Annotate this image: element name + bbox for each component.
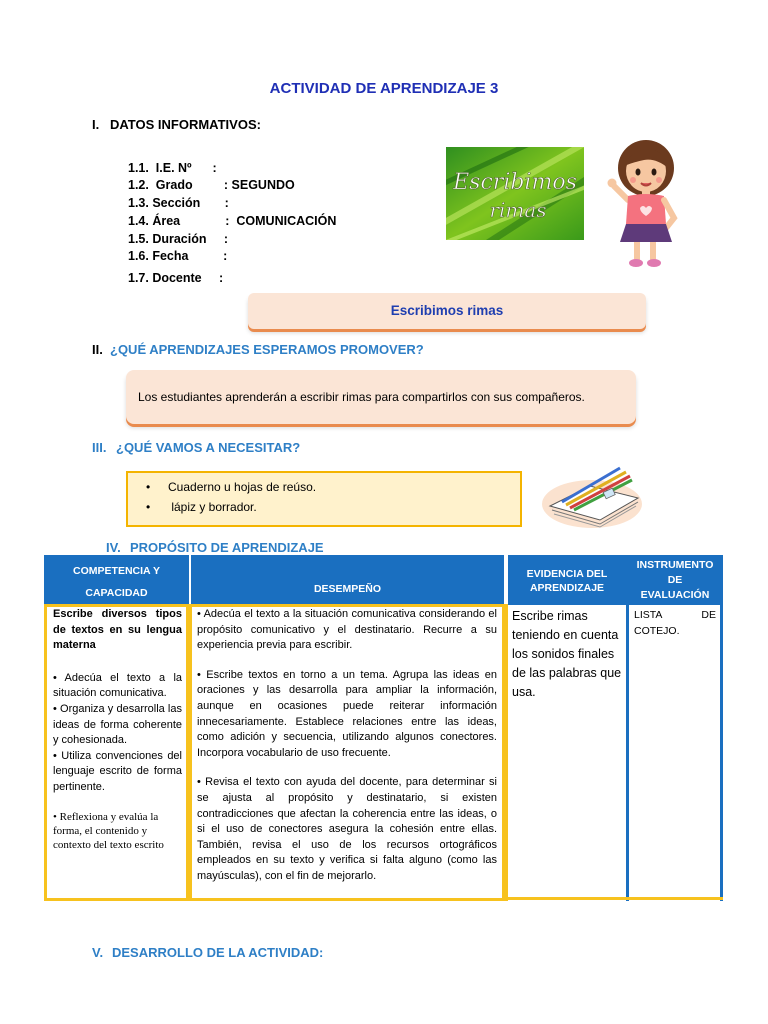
- list-item: • Revisa el texto con ayuda del docente, para determinar si se ajusta al propósito y destinatario, si existen contradicciones que afectan la coherencia entre las ideas, o si el uso de conectores asegura la cohesión entre ellas. También, revisa el uso de los recursos ortográficos empleados en su texto y verifica si falta alguno (como las mayúsculas), con el fin de mejorarlo.: [197, 776, 497, 882]
- divider: [505, 897, 723, 900]
- materials-box: [126, 471, 522, 527]
- list-item: • Utiliza convenciones del lenguaje escrito de forma pertinente.: [53, 749, 182, 793]
- competencia-content: [53, 607, 182, 852]
- list-item: • Reflexiona y evalúa la forma, el contenido y contexto del texto escrito: [53, 810, 164, 851]
- section-2-heading: II. ¿QUÉ APRENDIZAJES ESPERAMOS PROMOVER?: [92, 342, 424, 357]
- header-evidencia: EVIDENCIA DEL APRENDIZAJE: [508, 555, 626, 605]
- activity-name-box: Escribimos rimas: [248, 293, 646, 329]
- info-row-docente: 1.7. Docente :: [128, 271, 224, 285]
- list-item: • Cuaderno u hojas de reúso.: [146, 477, 520, 497]
- banner-text-line2: rimas: [489, 198, 547, 222]
- learning-goal-box: Los estudiantes aprenderán a escribir rimas para compartirlos con sus compañeros.: [126, 370, 636, 424]
- bullet-icon: •: [146, 500, 151, 514]
- banner-image: [446, 147, 584, 240]
- section-1-heading: I. DATOS INFORMATIVOS:: [92, 117, 261, 132]
- info-row-grado: 1.2. Grado : SEGUNDO: [128, 178, 295, 192]
- girl-illustration: [604, 138, 688, 270]
- divider: [720, 555, 723, 901]
- instrumento-text: LISTA DE COTEJO.: [634, 609, 716, 637]
- divider: [626, 555, 629, 901]
- list-item: • Adecúa el texto a la situación comunicativa considerando el propósito comunicativo y el destinatario. Recurre a su experiencia previa para escribir.: [197, 608, 497, 652]
- list-item: • lápiz y borrador.: [146, 497, 520, 517]
- header-desempeno: DESEMPEÑO: [191, 555, 504, 605]
- competencia-title: Escribe diversos tipos de textos en su lengua materna: [53, 608, 182, 652]
- banner-text-line1: Escribimos: [453, 170, 577, 195]
- notebook-pencils-illustration: [540, 460, 644, 532]
- list-item: • Adecúa el texto a la situación comunicativa.: [53, 671, 182, 700]
- notebook-icon: [540, 460, 644, 532]
- list-item: • Escribe textos en torno a un tema. Agrupa las ideas en oraciones y las desarrolla para ampliar la información, aunque en ocasiones puede reiterar información innecesariamente. Establece relaciones entre las ideas, como adición y secuencia, utilizando algunos conectores. Incorpora vocabulario de uso frecuente.: [197, 668, 497, 759]
- bullet-icon: •: [146, 480, 151, 494]
- leaf-banner-illustration: [446, 147, 584, 240]
- desempeno-content: [197, 607, 497, 885]
- info-row-duracion: 1.5. Duración :: [128, 232, 229, 246]
- info-row-fecha: 1.6. Fecha :: [128, 249, 228, 263]
- page-title: ACTIVIDAD DE APRENDIZAJE 3: [269, 80, 499, 97]
- info-row-ie: 1.1. I.E. Nº :: [128, 161, 217, 175]
- header-competencia: COMPETENCIA Y CAPACIDAD: [44, 555, 189, 605]
- info-row-seccion: 1.3. Sección :: [128, 196, 229, 210]
- header-instrumento: INSTRUMENTO DE EVALUACIÓN: [628, 555, 722, 605]
- section-5-heading: V. DESARROLLO DE LA ACTIVIDAD:: [92, 945, 324, 960]
- evidencia-text: Escribe rimas teniendo en cuenta los sonidos finales de las palabras que usa.: [512, 609, 622, 699]
- divider: [505, 604, 508, 901]
- info-row-area: 1.4. Área : COMUNICACIÓN: [128, 214, 337, 228]
- section-3-heading: III. ¿QUÉ VAMOS A NECESITAR?: [92, 440, 301, 455]
- list-item: • Organiza y desarrolla las ideas de forma coherente y cohesionada.: [53, 702, 182, 747]
- girl-icon: [604, 138, 688, 270]
- section-4-heading: IV. PROPÓSITO DE APRENDIZAJE: [106, 540, 324, 555]
